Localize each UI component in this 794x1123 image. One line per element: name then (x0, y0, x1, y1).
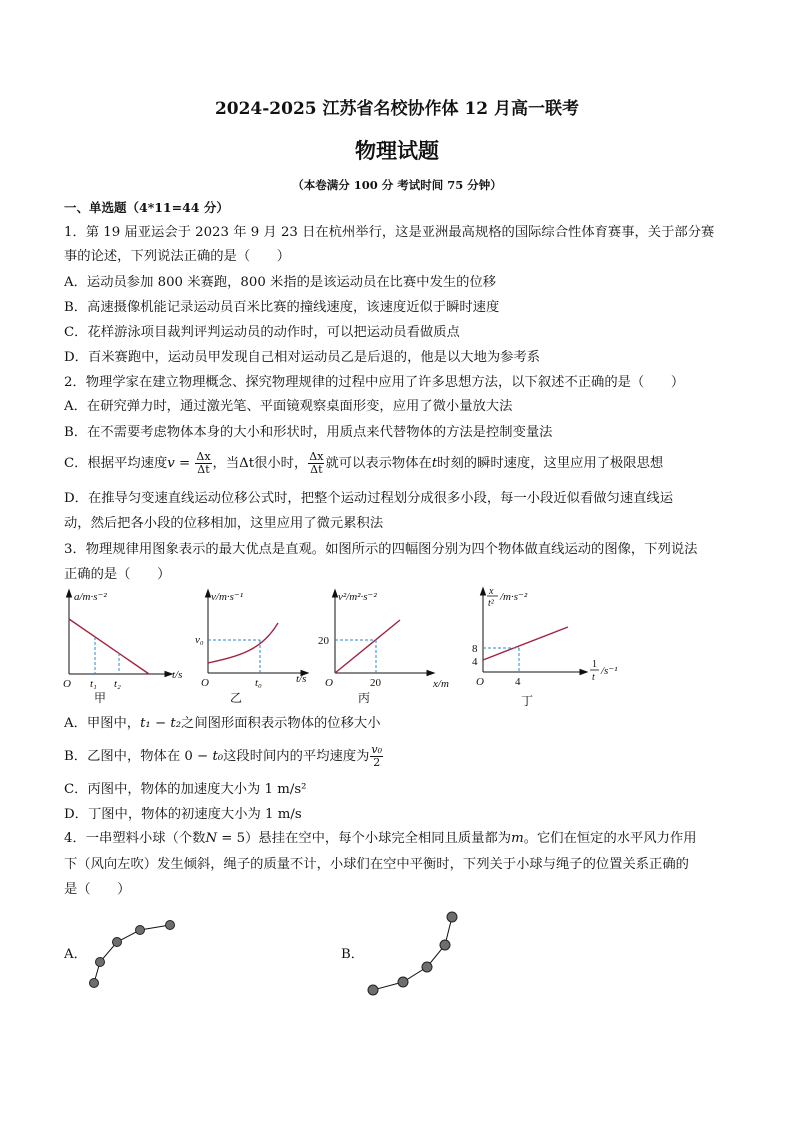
q2-c-text2: ，当 (212, 456, 240, 471)
q3-a-text2: 之间图形面积表示物体的位移大小 (181, 716, 381, 731)
q3-b-text2: 这段时间内的平均速度为 (223, 749, 370, 764)
q4-n: N (205, 831, 218, 846)
q2-c-text4: 就可以表示物体在 (325, 456, 432, 471)
q4-a-ball (90, 979, 99, 988)
graph-jia-caption: 甲 (94, 691, 107, 705)
q2-c-frac-den: Δt (197, 463, 210, 476)
graph-yi-origin: O (201, 677, 209, 689)
q4-a-string (94, 925, 170, 983)
graph-ding-xfrac-num: 1 (592, 659, 597, 670)
q1-stem-line1: 1．第 19 届亚运会于 2023 年 9 月 23 日在杭州举行，这是亚洲最高规格的国际综合性体育赛事，关于部分赛 (64, 225, 715, 240)
graph-ding-axes (481, 588, 588, 675)
exam-note: （本卷满分 100 分 考试时间 75 分钟） (292, 178, 502, 192)
q3-b-text1: B．乙图中，物体在 0 − (64, 749, 213, 764)
q2-c-frac2-den: Δt (310, 463, 323, 476)
graph-bing-y20: 20 (318, 635, 329, 647)
q1-stem-line2: 事的论述，下列说法正确的是（ ） (64, 249, 291, 264)
graph-yi-t0: t₀ (255, 677, 262, 689)
q4-text2: = 5）悬挂在空中，每个小球完全相同且质量都为 (217, 831, 512, 846)
q3-option-b (64, 742, 384, 772)
q4-stem-line3: 是（ ） (64, 882, 131, 897)
subject-title: 物理试题 (355, 138, 439, 163)
graph-ding-ylabel: /m·s⁻² (500, 591, 528, 603)
graph-ding-yfrac-den: t² (488, 598, 494, 609)
graph-ding (468, 584, 623, 710)
graph-bing-x20: 20 (370, 677, 381, 689)
q4-text1: 4．一串塑料小球（个数 (64, 831, 206, 846)
q4-b-ball (368, 985, 378, 995)
graph-yi-curve (208, 623, 278, 663)
q4-text3: 。它们在恒定的水平风力作用 (523, 831, 697, 846)
q3-b-frac-num: v₀ (371, 743, 383, 756)
q4-option-a-label: A． (64, 947, 87, 962)
q4-b-ball (398, 977, 408, 987)
q1-option-c: C．花样游泳项目裁判评判运动员的动作时，可以把运动员看做质点 (64, 325, 460, 340)
graph-ding-yfrac-num: x (489, 586, 494, 597)
graph-bing (320, 588, 460, 706)
q4-option-b-figure (360, 905, 465, 1000)
q4-a-ball (113, 938, 122, 947)
q2-stem: 2．物理学家在建立物理概念、探究物理规律的过程中应用了许多思想方法，以下叙述不正确的是（ ） (64, 375, 685, 390)
q2-c-v: v (167, 456, 175, 471)
q4-a-ball (96, 958, 105, 967)
q4-a-ball (136, 926, 145, 935)
q1-option-d: D．百米赛跑中，运动员甲发现自己相对运动员乙是后退的，他是以大地为参考系 (64, 350, 541, 365)
graph-jia-t2: t₂ (114, 678, 121, 690)
graph-ding-line (483, 627, 568, 660)
graph-ding-caption: 丁 (521, 694, 534, 708)
q2-c-text5: 时刻的瞬时速度，这里应用了极限思想 (437, 456, 664, 471)
graph-yi (195, 588, 325, 706)
q3-a-text1: A．甲图中， (64, 716, 141, 731)
q4-stem-line1 (64, 830, 697, 848)
graph-jia-origin: O (63, 678, 71, 690)
q3-b-frac-den: 2 (373, 756, 381, 769)
graph-bing-origin: O (325, 677, 333, 689)
graph-yi-ylabel: v/m·s⁻¹ (211, 591, 244, 603)
q2-option-b: B．在不需要考虑物体本身的大小和形状时，用质点来代替物体的方法是控制变量法 (64, 425, 553, 440)
q4-b-ball (422, 962, 432, 972)
q3-b-t: t₀ (212, 749, 224, 764)
graph-yi-caption: 乙 (230, 691, 243, 705)
section-heading: 一、单选题（4*11=44 分） (64, 200, 229, 215)
graph-jia-t1: t₁ (90, 678, 97, 690)
q2-c-frac-num: Δx (196, 450, 211, 463)
q4-option-a-figure (80, 914, 185, 996)
graph-jia (62, 588, 197, 706)
graph-ding-origin: O (476, 676, 484, 688)
graph-ding-xfrac-den: t (592, 672, 595, 683)
graph-jia-xlabel: t/s (172, 669, 183, 681)
graph-yi-xlabel: t/s (296, 673, 307, 685)
graph-yi-v0: v₀ (195, 634, 204, 646)
q3-option-d: D．丁图中，物体的初速度大小为 1 m/s (64, 807, 302, 822)
q4-option-b-label: B． (341, 947, 365, 962)
q2-c-dt: Δt (239, 456, 255, 471)
q2-c-fraction2 (308, 451, 324, 476)
graph-bing-line (335, 620, 400, 673)
graph-ding-y4: 4 (472, 656, 478, 668)
q4-b-ball (447, 912, 457, 922)
q1-option-a: A．运动员参加 800 米赛跑，800 米指的是该运动员在比赛中发生的位移 (64, 275, 497, 290)
q3-stem-line1: 3．物理规律用图象表示的最大优点是直观。如图所示的四幅图分别为四个物体做直线运动的图像，下列说法 (64, 542, 698, 557)
graph-bing-caption: 丙 (358, 691, 371, 705)
q4-stem-line2: 下（风向左吹）发生倾斜，绳子的质量不计，小球们在空中平衡时，下列关于小球与绳子的位置关系正确的 (64, 857, 689, 872)
q2-c-text1: C．根据平均速度 (64, 456, 168, 471)
q3-a-t: t₁ − t₂ (140, 716, 182, 731)
q2-option-a: A．在研究弹力时，通过激光笔、平面镜观察桌面形变，应用了微小量放大法 (64, 399, 513, 414)
q2-c-eq: = (174, 456, 195, 471)
q2-option-d-line2: 动，然后把各小段的位移相加，这里应用了微元累积法 (64, 516, 384, 531)
q4-m: m (511, 831, 524, 846)
q4-b-ball (440, 940, 450, 950)
graph-jia-line (69, 619, 149, 674)
q2-c-fraction (195, 451, 211, 476)
graph-bing-xlabel: x/m (433, 678, 449, 690)
q3-option-c: C．丙图中，物体的加速度大小为 1 m/s² (64, 782, 307, 797)
graph-bing-ylabel: v²/m²·s⁻² (338, 591, 377, 603)
q4-a-ball (166, 921, 175, 930)
q4-b-string (373, 917, 452, 990)
graph-ding-y8: 8 (472, 643, 478, 655)
graph-jia-ylabel: a/m·s⁻² (74, 591, 107, 603)
q2-option-d-line1: D．在推导匀变速直线运动位移公式时，把整个运动过程划分成很多小段，每一小段近似看做匀速直线运 (64, 491, 674, 506)
q2-c-frac2-num: Δx (309, 450, 324, 463)
q3-option-a (64, 715, 381, 733)
q1-option-b: B．高速摄像机能记录运动员百米比赛的撞线速度，该速度近似于瞬时速度 (64, 300, 500, 315)
q2-c-t: t (431, 456, 438, 471)
graph-ding-x4: 4 (515, 676, 521, 688)
graph-ding-xlabel: /s⁻¹ (601, 665, 618, 677)
q3-b-fraction (370, 744, 383, 769)
q2-option-c (64, 449, 663, 479)
q3-stem-line2: 正确的是（ ） (64, 567, 171, 582)
exam-title: 2024-2025 江苏省名校协作体 12 月高一联考 (214, 99, 580, 119)
q2-c-text3: 很小时， (254, 456, 308, 471)
